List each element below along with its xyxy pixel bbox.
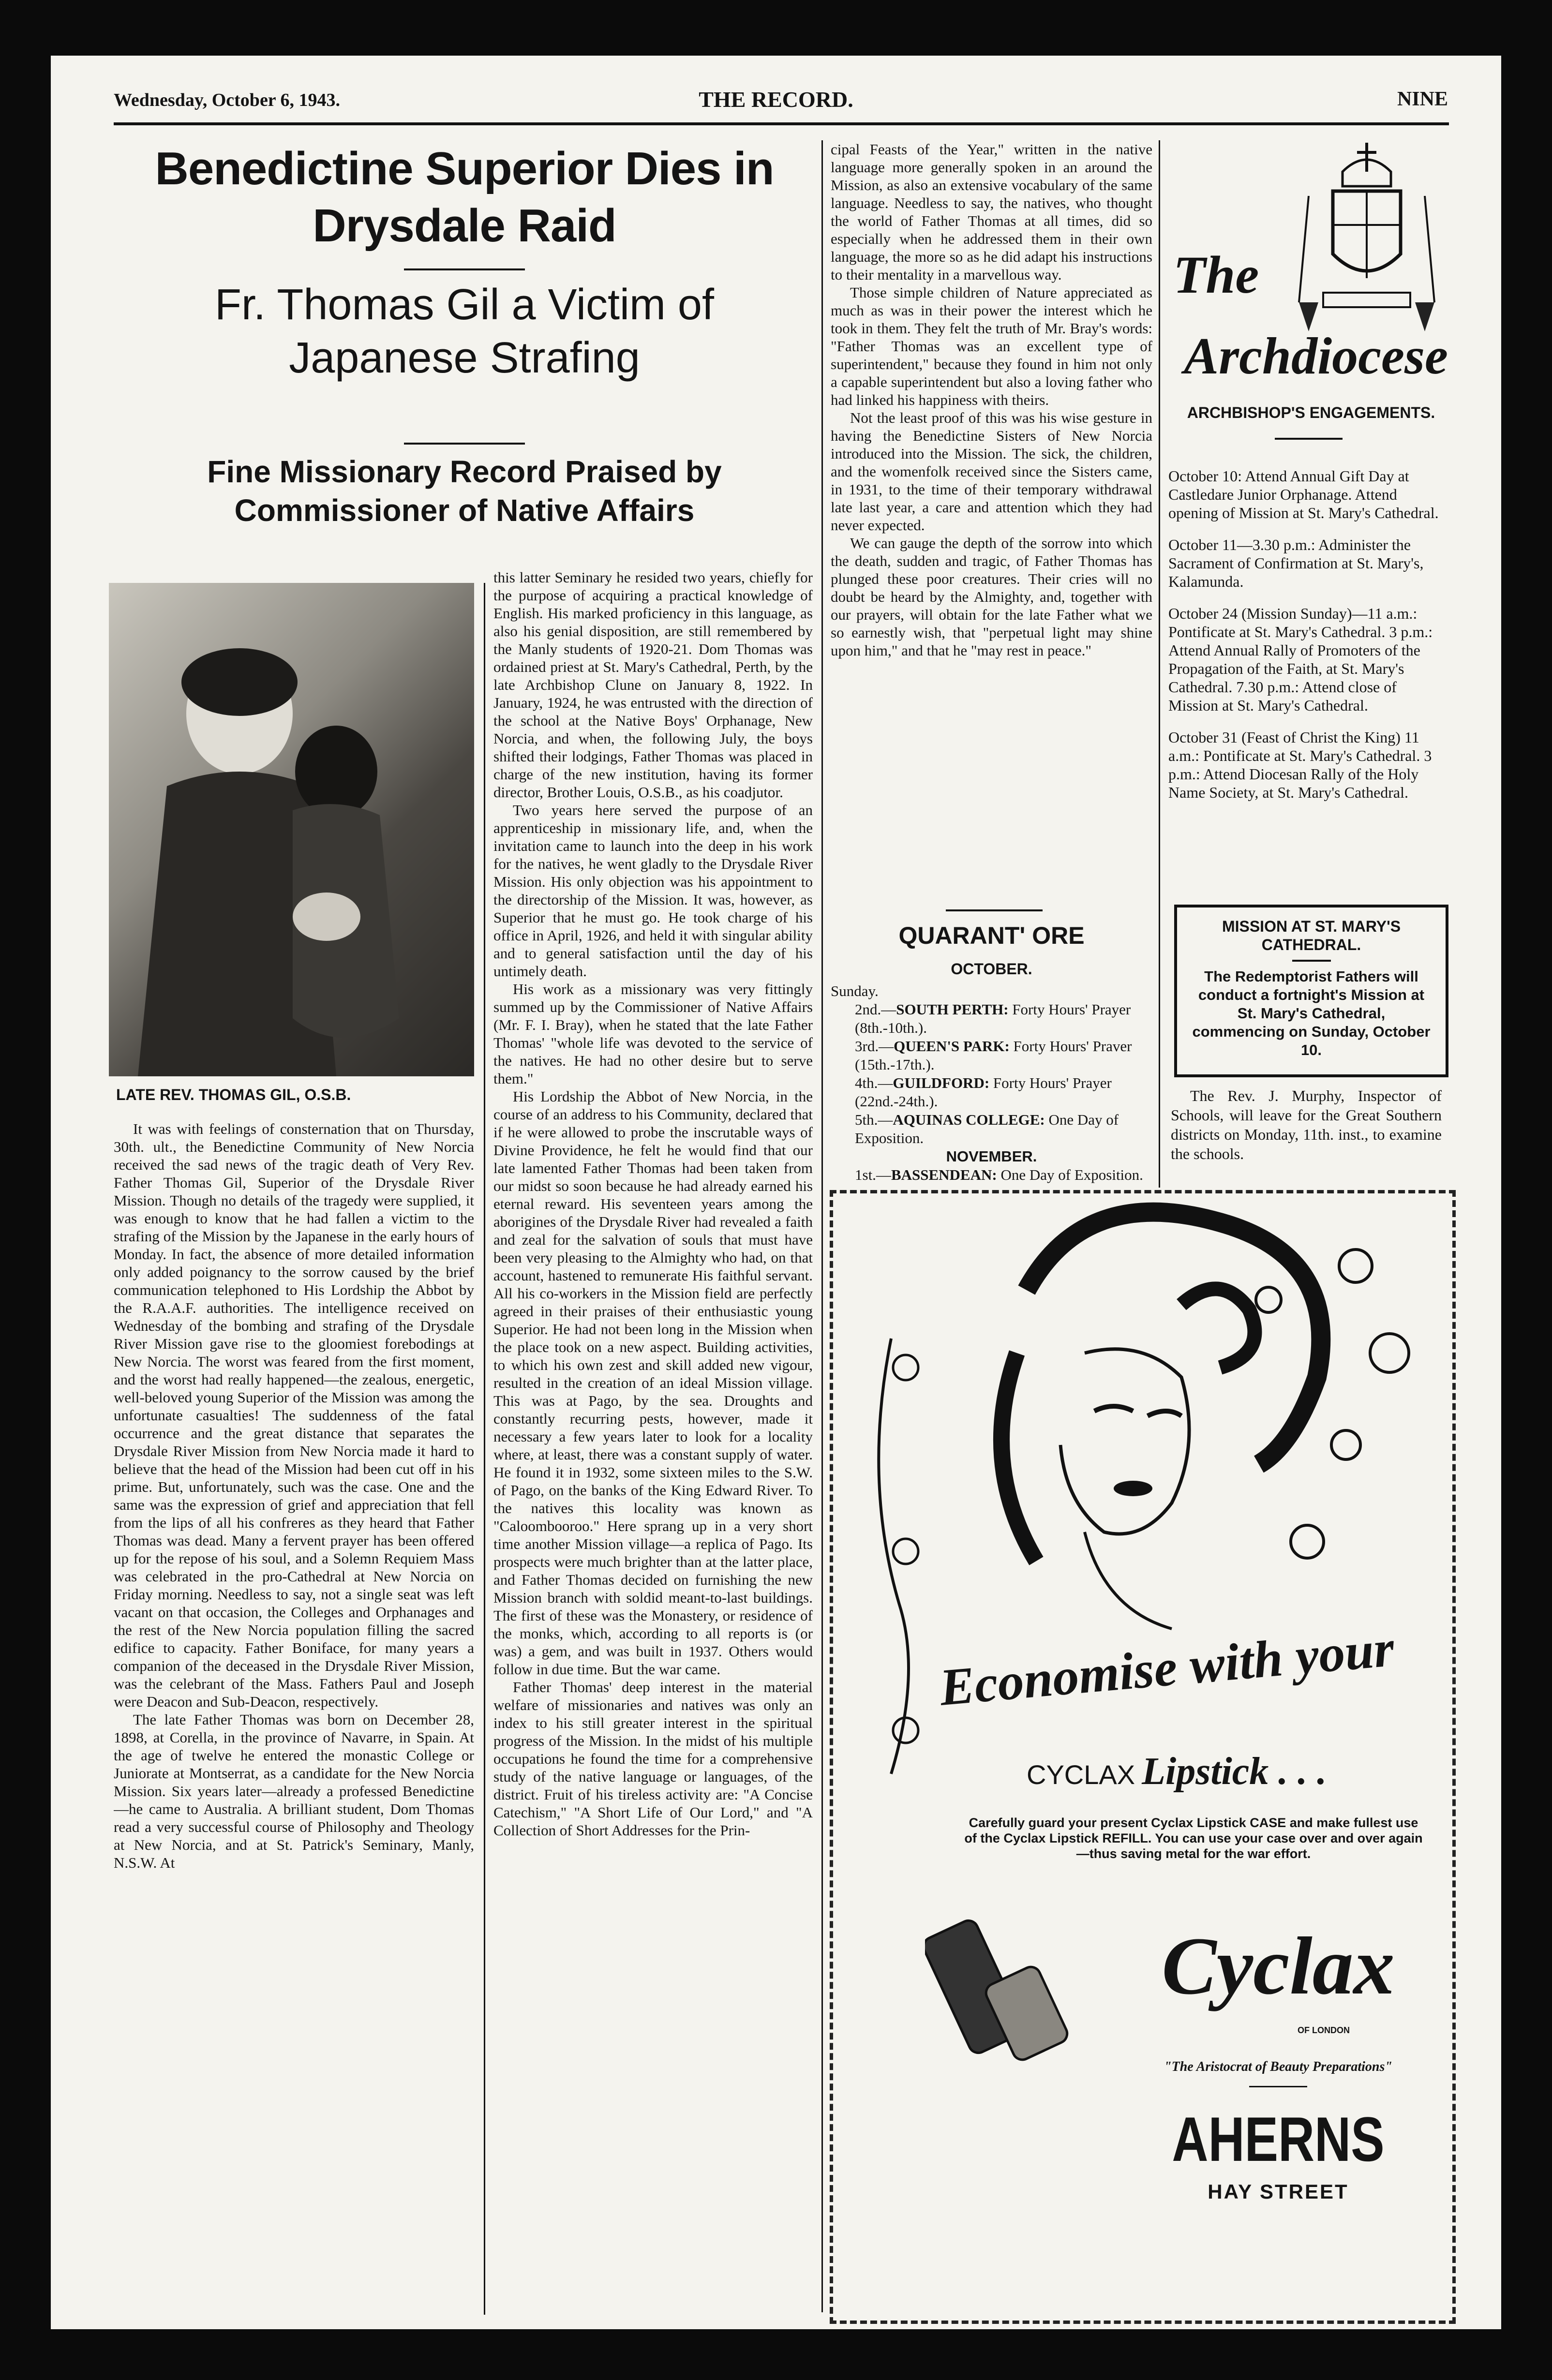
article-paragraph: It was with feelings of consternation that on Thursday, 30th. ult., the Benedictine Community of New Norcia received the sad news of the tragic death of Very Rev. Father Thomas Gil, Superior of the Drysdale River Mission. Though no details of the tragedy were supplied, it was enough to know that he had fallen a victim to the strafing of the Mission by the Japanese in the early hours of Monday. In fact, the absence of more detailed information only added poignancy to the sorrow caused by the brief communication telephoned to His Lordship the Abbot by the R.A.A.F. authorities. The intelligence received on Wednesday of the bombing and strafing of the Drysdale River Mission gave rise to the gloomiest forebodings at New Norcia. The worst was feared from the first moment, and the worst had really happened—the zealous, energetic, well-beloved young Superior of the Mission was among the unfortunate casualties! The suddenness of the fatal occurrence and the great distance that separates the Drysdale River Mission from New Norcia made it hard to believe that the head of the Mission had been cut off in his prime. But, unfortunately, such was the case. One and the same was the expression of grief and appreciation that fell from the lips of all his confreres as they heard that Father Thomas was dead. Many a fervent prayer has been offered up for the repose of his soul, and a Solemn Requiem Mass was celebrated in the pro-Cathedral at New Norcia on Friday morning. Needless to say, not a single seat was left vacant on that occasion, the Colleges and Orphanages and the rest of the New Norcia population filling the sacred edifice to capacity. Father Boniface, for many years a companion of the deceased in the Drysdale River Mission, was the celebrant of the Mass. Fathers Paul and Joseph were Deacon and Sub-Deacon, respectively. — [114, 1120, 474, 1710]
engagements-list — [1168, 467, 1444, 815]
quarant-month-october: OCTOBER. — [951, 960, 1032, 978]
engagement-item: October 11—3.30 p.m.: Administer the Sacrament of Confirmation at St. Mary's, Kalamunda. — [1168, 536, 1424, 590]
ad-brand-prefix: CYCLAX — [1027, 1759, 1135, 1790]
main-headline: Benedictine Superior Dies in Drysdale Raid — [155, 143, 774, 252]
quarant-month-november: NOVEMBER. — [946, 1148, 1037, 1165]
engagement-item: October 10: Attend Annual Gift Day at Castledare Junior Orphanage. Attend opening of Mission at St. Mary's Cathedral. — [1168, 467, 1439, 521]
portrait-photo — [109, 583, 474, 1076]
article-column-2 — [493, 568, 813, 2320]
murphy-note — [1171, 1086, 1442, 1163]
article-paragraph: Those simple children of Nature appreciated as much as was in their power the interest which he took in them. They felt the truth of Mr. Bray's words: "Father Thomas was an excellent type of superintendent," because they found in him not only a capable superintendent but also a loving father who had linked his happiness with theirs. — [831, 284, 1152, 408]
engagement-item: October 31 (Feast of Christ the King) 11 a.m.: Pontificate at St. Mary's Cathedral. 3 p.m.: Attend Diocesan Rally of the Holy Name Society, at St. Mary's Cathedral. — [1168, 729, 1432, 801]
article-paragraph: Two years here served the purpose of an apprenticeship in missionary life, and, when the invitation came to launch into the deep in his work for the natives, he went gladly to the Drysdale River Mission. His only objection was his appointment to the directorship of the Mission. It was, however, as Superior that he must go. He took charge of his office in April, 1926, and held it with singular ability and to general satisfaction until the day of his untimely death. — [493, 802, 813, 980]
archdiocese-title: Archdiocese — [1184, 327, 1448, 385]
masthead-title: THE RECORD. — [699, 87, 853, 112]
article-paragraph: The late Father Thomas was born on December 28, 1898, at Corella, in the province of Navarre, in Spain. At the age of twelve he entered the monastic College or Juniorate at Montserrat, as a candidate for the New Norcia Mission. Six years later—already a professed Benedictine—he came to Australia. A brilliant student, Dom Thomas read a very successful course of Philosophy and Theology at New Norcia, and at St. Patrick's Seminary, Manly, N.S.W. At — [114, 1711, 474, 1871]
ad-cyclax-logo: Cyclax — [1162, 1920, 1395, 2011]
ad-script-headline: Economise with your — [937, 1620, 1397, 1717]
article-paragraph: We can gauge the depth of the sorrow into which the death, sudden and tragic, of Father Thomas has plunged these poor creatures. Their cries will no doubt be heard by the Almighty, and, together with our prayers, will obtain for the late Father what we so earnestly wish, that "perpetual light may shine upon him," and that he "may rest in peace." — [831, 535, 1152, 659]
quarant-entry: 2nd.—SOUTH PERTH: Forty Hours' Prayer (8th.-10th.). — [855, 1001, 1131, 1036]
mission-box-divider — [1292, 960, 1331, 962]
article-paragraph: His work as a missionary was very fittingly summed up by the Commissioner of Native Affairs (Mr. F. I. Bray), when he stated that the late Father Thomas' "whole life was devoted to the service of the natives. He had no other desire but to serve them." — [493, 981, 813, 1087]
headline-divider — [404, 268, 525, 270]
photo-figure-icon — [109, 583, 474, 1076]
archdiocese-title-the: The — [1173, 245, 1259, 304]
cyclax-advertisement — [830, 1190, 1456, 2324]
ad-store-name: AHERNS — [1172, 2104, 1385, 2174]
article-column-1 — [114, 1120, 474, 2315]
lipstick-case-icon — [925, 1895, 1080, 2079]
main-subhead: Fr. Thomas Gil a Victim of Japanese Strafing — [215, 281, 714, 382]
quarant-ore-list — [831, 982, 1152, 1184]
quarant-entry: 1st.—BASSENDEAN: One Day of Exposition. — [855, 1166, 1143, 1183]
mission-notice-box — [1174, 905, 1448, 1077]
ad-brand-script: Lipstick . . . — [1142, 1750, 1327, 1793]
mission-box-text: The Redemptorist Fathers will conduct a fortnight's Mission at St. Mary's Cathedral, commencing on Sunday, October 10. — [1192, 968, 1431, 1058]
main-deck: Fine Missionary Record Praised by Commissioner of Native Affairs — [207, 454, 722, 528]
page-number: NINE — [1397, 88, 1448, 110]
article-paragraph: His Lordship the Abbot of New Norcia, in the course of an address to his Community, declared that if he were allowed to probe the inscrutable ways of Divine Providence, he felt he would find that our late lamented Father Thomas had been taken from our midst so soon because he had already earned his eternal reward. His seventeen years among the aborigines of the Drysdale River had revealed a faith and zeal for the salvation of souls that must have been very pleasing to the Almighty who had, on that account, hastened to remunerate His faithful servant. All his co-workers in the Mission field are perfectly agreed in their praises of their enthusiastic young Superior. He had not been long in the Mission when the place took on a new aspect. Building activities, to which his own zest and skill added new vigour, resulted in the creation of an ideal Mission village. This was at Pago, by the sea. Droughts and constantly recurring pests, however, made it necessary a few years later to look for a locality where, at least, there was a constant supply of water. He found it in 1932, some sixteen miles to the S.W. of Pago, on the banks of the King Edward River. To the natives this locality was known as "Caloombooroo." Here sprang up in a very short time another Mission village—a replica of Pago. Its prospects were much brighter than at the latter place, and Father Thomas decided on furnishing the new Mission branch with soldid meant-to-last buildings. The first of these was the Monastery, or residence of the monks, which, according to all reports is (or was) a gem, and was built in 1937. Others would follow in due time. But the war came. — [493, 1088, 813, 1678]
ad-of-london: OF LONDON — [1298, 2025, 1350, 2035]
article-column-3 — [831, 140, 1152, 905]
page-header — [51, 86, 1501, 119]
article-paragraph: cipal Feasts of the Year," written in the native language more generally spoken in an around the Mission, as also an extensive vocabulary of the same language. Needless to say, the natives, who thought the world of Father Thomas at all times, did so especially when he addressed them in their own language, the more so as he did adapt his instructions to their mentality in a marvellous way. — [831, 141, 1152, 283]
ad-divider — [1249, 2086, 1307, 2087]
engagements-subtitle: ARCHBISHOP'S ENGAGEMENTS. — [1187, 404, 1435, 421]
article-paragraph: Not the least proof of this was his wise gesture in having the Benedictine Sisters of New Norcia introduced into the Mission. The sick, the children, and the womenfolk received since the Sisters came, in 1931, to the time of their temporary withdrawal late last year, a care and attention which they had never expected. — [831, 409, 1152, 534]
issue-date: Wednesday, October 6, 1943. — [114, 90, 340, 110]
engagement-item: October 24 (Mission Sunday)—11 a.m.: Pontificate at St. Mary's Cathedral. 3 p.m.: Attend Annual Rally of Promoters of the Propagation of the Faith, at St. Mary's Cathedral. 7.30 p.m.: Attend close of Mission at St. Mary's Cathedral. — [1168, 605, 1433, 714]
quarant-divider — [946, 909, 1043, 911]
woman-illustration-icon — [833, 1193, 1452, 1837]
newspaper-page — [51, 56, 1501, 2329]
column-rule-1 — [484, 583, 485, 2315]
article-paragraph: this latter Seminary he resided two years, chiefly for the purpose of acquiring a practical knowledge of English. His marked proficiency in this language, as also his genial disposition, are still remembered by the Manly students of 1920-21. Dom Thomas was ordained priest at St. Mary's Cathedral, Perth, by the late Archbishop Clune on January 8, 1922. In January, 1924, he was entrusted with the direction of the school at the Native Boys' Orphanage, New Norcia, and when, the following July, the boys shifted their lodgings, Father Thomas was placed in charge of the new institution, having its former director, Brother Louis, O.S.B., as his coadjutor. — [493, 569, 813, 801]
ad-body-text: Carefully guard your present Cyclax Lipstick CASE and make fullest use of the Cyclax Lipstick REFILL. You can use your case over and over again—thus saving metal for the war effort. — [964, 1815, 1423, 1861]
header-rule — [114, 122, 1449, 125]
ad-brand-line — [1027, 1750, 1414, 1794]
quarant-ore-title: QUARANT' ORE — [898, 922, 1085, 949]
quarant-entry: 4th.—GUILDFORD: Forty Hours' Prayer (22nd.-24th.). — [855, 1074, 1112, 1110]
quarant-entry: 5th.—AQUINAS COLLEGE: One Day of Exposition. — [855, 1111, 1119, 1146]
photo-caption: LATE REV. THOMAS GIL, O.S.B. — [116, 1086, 351, 1103]
quarant-entry: 3rd.—QUEEN'S PARK: Forty Hours' Praver (15th.-17th.). — [855, 1038, 1132, 1073]
mission-box-title: MISSION AT ST. MARY'S CATHEDRAL. — [1222, 918, 1401, 953]
quarant-day-label: Sunday. — [831, 982, 879, 999]
ad-tagline: "The Aristocrat of Beauty Preparations" — [1164, 2059, 1392, 2074]
murphy-note-text: The Rev. J. Murphy, Inspector of Schools, will leave for the Great Southern districts on Monday, 11th. inst., to examine the schools. — [1171, 1087, 1442, 1162]
ad-street: HAY STREET — [1208, 2180, 1349, 2203]
column-rule-3 — [1159, 140, 1160, 1188]
article-paragraph: Father Thomas' deep interest in the material welfare of missionaries and natives was only an index to his still greater interest in the spiritual progress of the Mission. In the midst of his multiple occupations he found the time for a comprehensive study of the native language or languages, of the district. Fruit of his tireless activity are: "A Concise Catechism," "A Short Life of Our Lord," and "A Collection of Short Addresses for the Prin- — [493, 1679, 813, 1839]
subhead-divider — [404, 443, 525, 445]
engagements-divider — [1275, 438, 1343, 440]
column-rule-2 — [821, 140, 823, 2312]
